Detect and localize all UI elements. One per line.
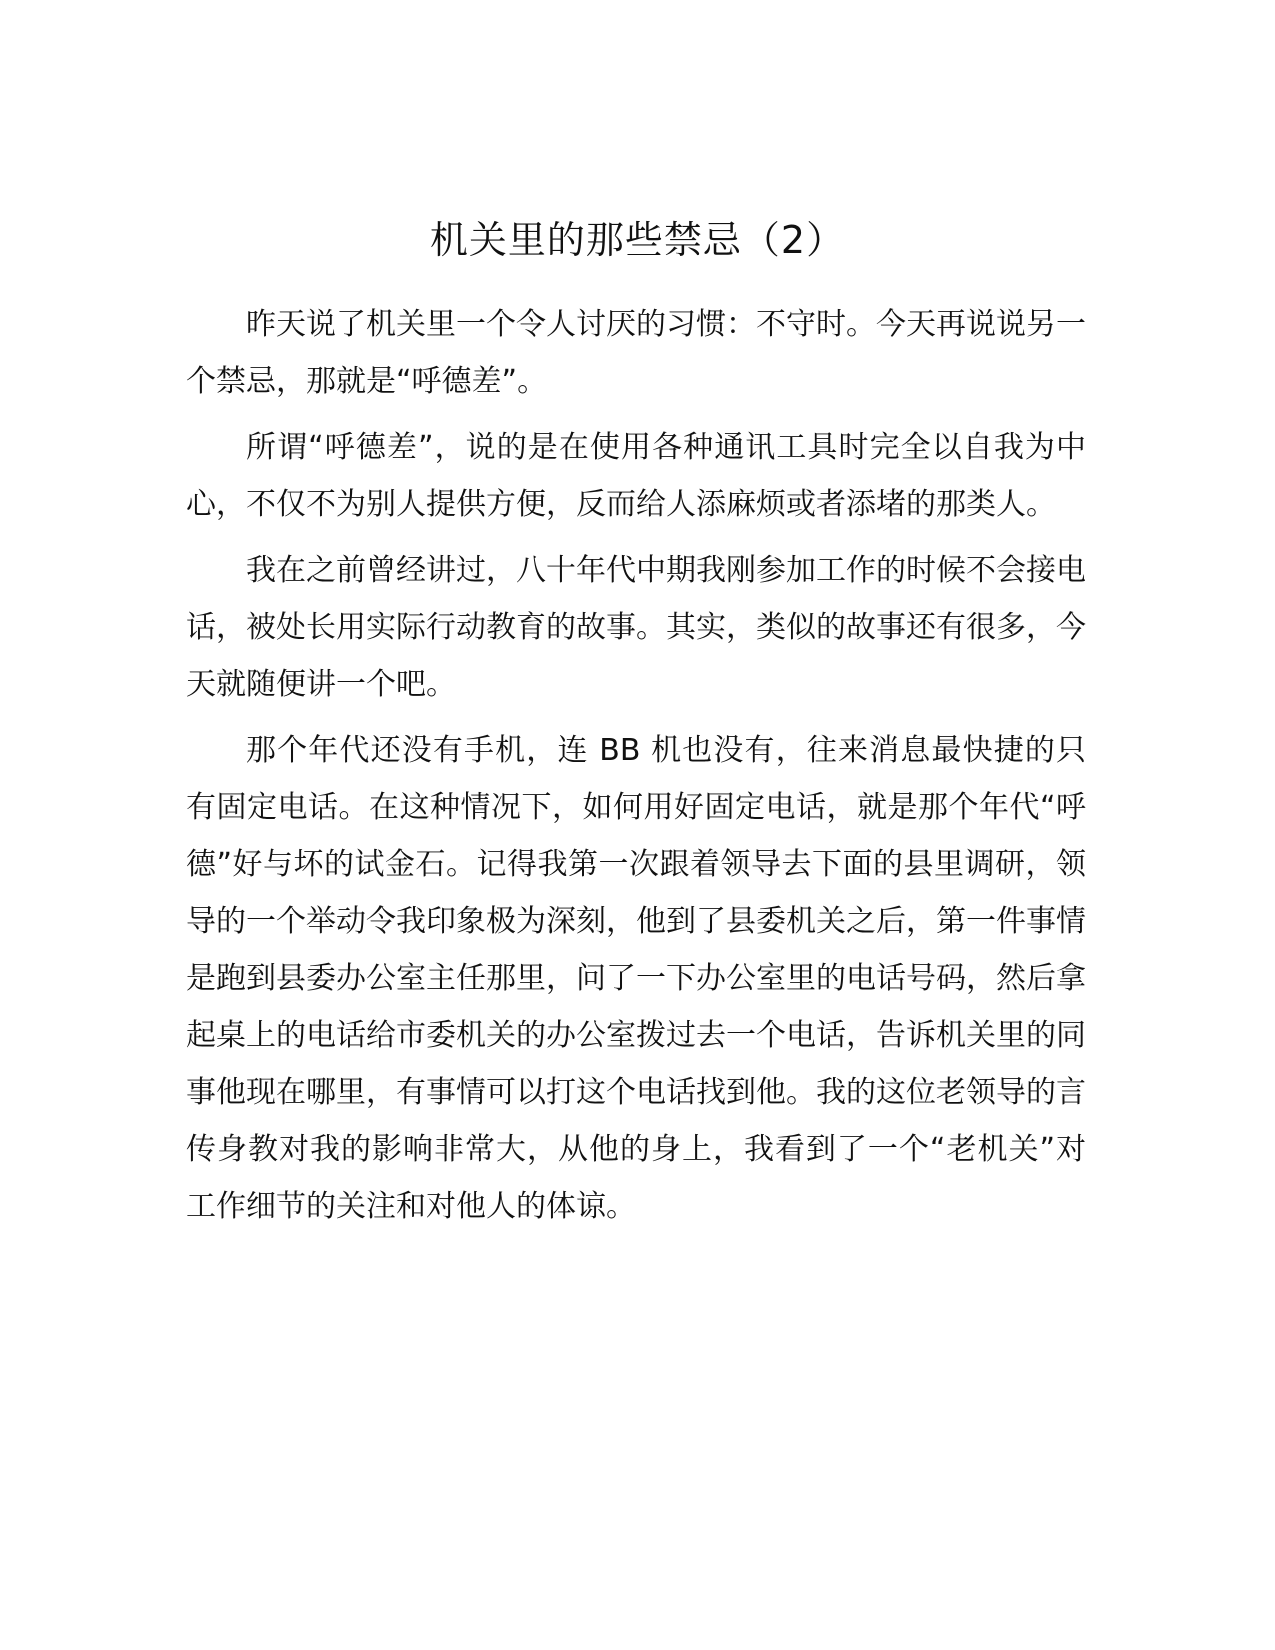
paragraph: 所谓“呼德差”，说的是在使用各种通讯工具时完全以自我为中心，不仅不为别人提供方便，反而给人添麻烦或者添堵的那类人。 (186, 430, 1086, 522)
paragraph: 那个年代还没有手机，连 BB 机也没有，往来消息最快捷的只有固定电话。在这种情况下，如何用好固定电话，就是那个年代“呼德”好与坏的试金石。记得我第一次跟着领导去下面的县里调研，领导的一个举动令我印象极为深刻，他到了县委机关之后，第一件事情是跑到县委办公室主任那里，问了一下办公室里的电话号码，然后拿起桌上的电话给市委机关的办公室拨过去一个电话，告诉机关里的同事他现在哪里，有事情可以打这个电话找到他。我的这位老领导的言传身教对我的影响非常大，从他的身上，我看到了一个“老机关”对工作细节的关注和对他人的体谅。 (186, 733, 1086, 1224)
document-body (186, 296, 1086, 1244)
paragraph: 昨天说了机关里一个令人讨厌的习惯：不守时。今天再说说另一个禁忌，那就是“呼德差”。 (186, 307, 1086, 399)
paragraph: 我在之前曾经讲过，八十年代中期我刚参加工作的时候不会接电话，被处长用实际行动教育的故事。其实，类似的故事还有很多，今天就随便讲一个吧。 (186, 553, 1086, 702)
document-title: 机关里的那些禁忌（2） (429, 218, 846, 262)
